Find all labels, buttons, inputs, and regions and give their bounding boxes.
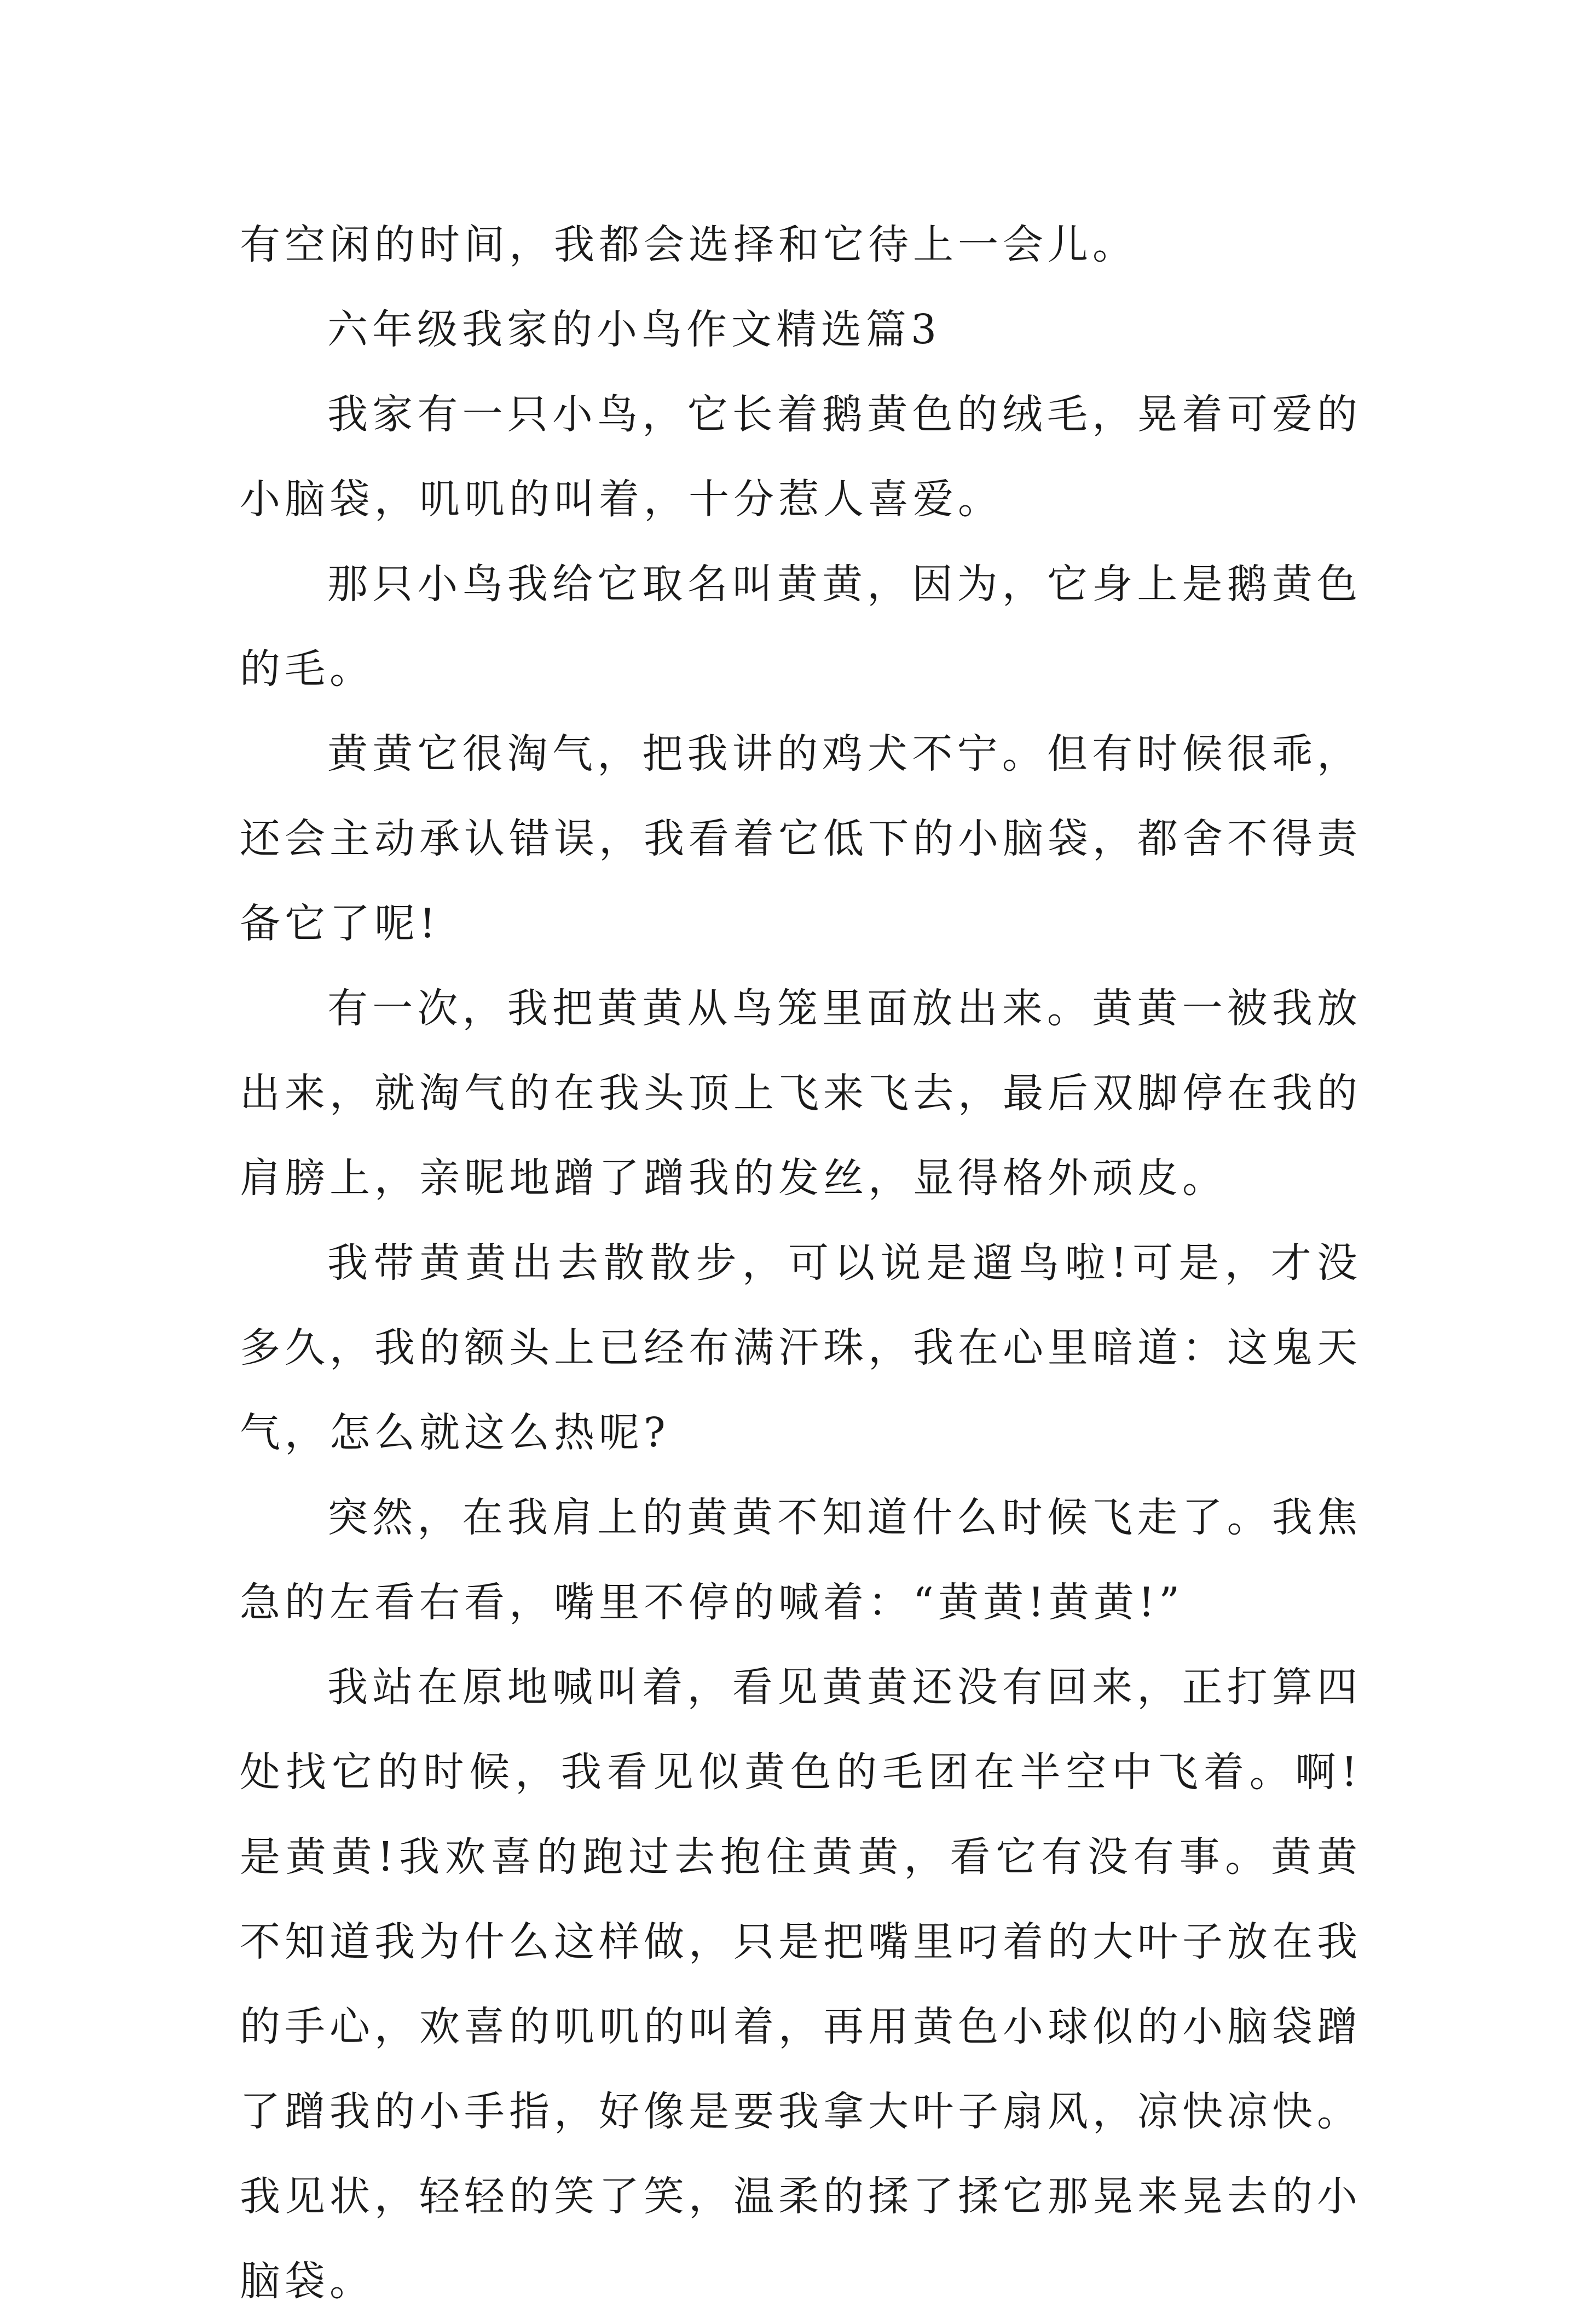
section-title: 六年级我家的小鸟作文精选篇3 [327, 306, 941, 353]
article-body [240, 203, 1362, 2324]
paragraph: 有一次，我把黄黄从鸟笼里面放出来。黄黄一被我放出来，就淘气的在我头顶上飞来飞去，最后双脚停在我的肩膀上，亲昵地蹭了蹭我的发丝，显得格外顽皮。 [240, 985, 1362, 1202]
paragraph: 我站在原地喊叫着，看见黄黄还没有回来，正打算四处找它的时候，我看见似黄色的毛团在半空中飞着。啊!是黄黄!我欢喜的跑过去抱住黄黄，看它有没有事。黄黄不知道我为什么这样做，只是把嘴里叼着的大叶子放在我的手心，欢喜的叽叽的叫着，再用黄色小球似的小脑袋蹭了蹭我的小手指，好像是要我拿大叶子扇风，凉快凉快。我见状，轻轻的笑了笑，温柔的揉了揉它那晃来晃去的小脑袋。 [240, 1664, 1362, 2305]
paragraph: 那只小鸟我给它取名叫黄黄，因为，它身上是鹅黄色的毛。 [240, 561, 1362, 693]
paragraph: 我家有一只小鸟，它长着鹅黄色的绒毛，晃着可爱的小脑袋，叽叽的叫着，十分惹人喜爱。 [240, 391, 1362, 523]
paragraph-continuation: 有空闲的时间，我都会选择和它待上一会儿。 [240, 221, 1137, 268]
paragraph: 突然，在我肩上的黄黄不知道什么时候飞走了。我焦急的左看右看，嘴里不停的喊着：“黄黄!黄黄!” [240, 1494, 1362, 1626]
paragraph: 我带黄黄出去散散步，可以说是遛鸟啦!可是，才没多久，我的额头上已经布满汗珠，我在心里暗道：这鬼天气，怎么就这么热呢? [240, 1239, 1362, 1456]
paragraph: 黄黄它很淘气，把我讲的鸡犬不宁。但有时候很乖，还会主动承认错误，我看着它低下的小脑袋，都舍不得责备它了呢! [240, 730, 1362, 947]
